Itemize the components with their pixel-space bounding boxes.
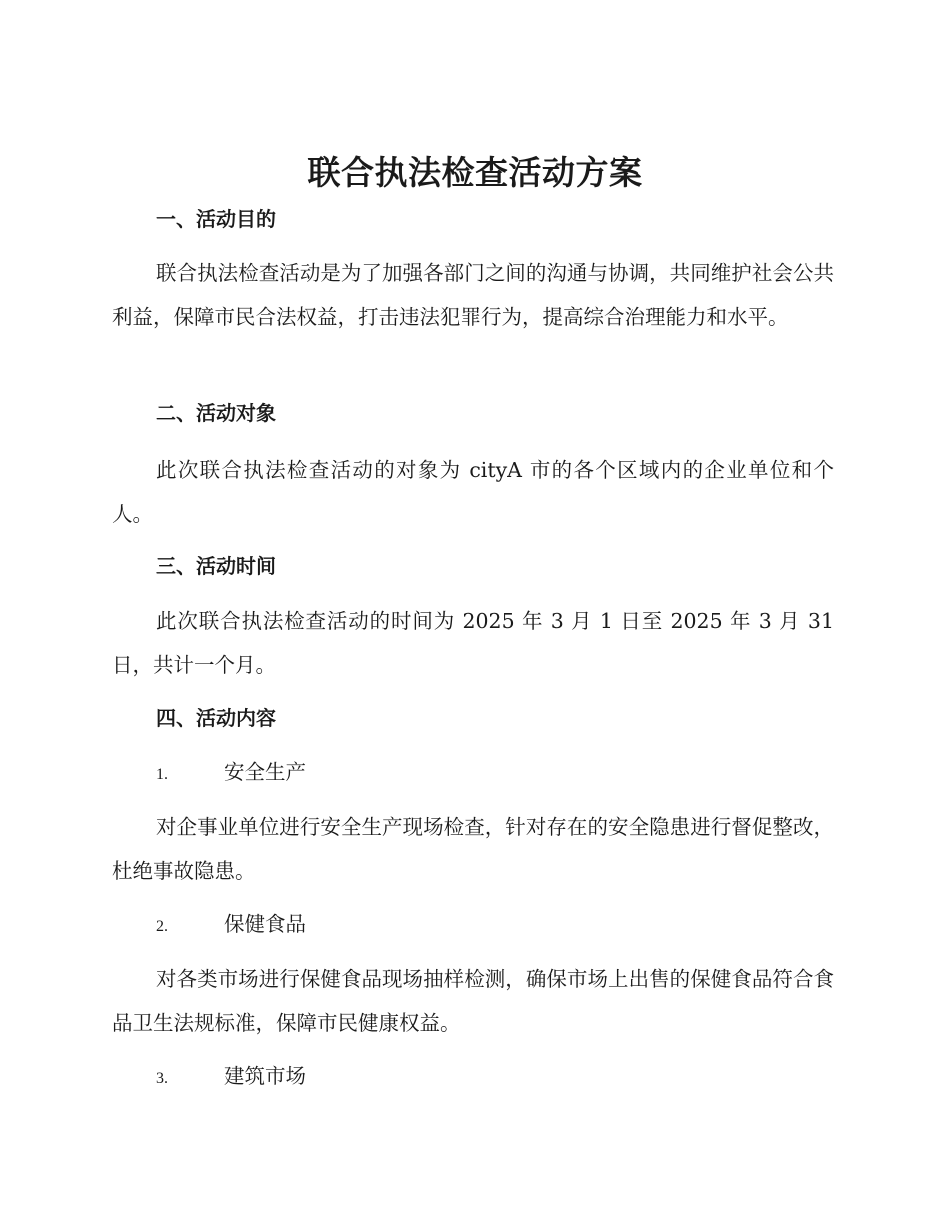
section-heading-content: 四、活动内容 [156, 706, 276, 730]
section-paragraph-time: 此次联合执法检查活动的时间为 2025 年 3 月 1 日至 2025 年 3 月 31 日，共计一个月。 [112, 609, 834, 677]
list-item [156, 909, 306, 942]
list-item [156, 757, 306, 790]
section-paragraph-target: 此次联合执法检查活动的对象为 cityA 市的各个区域内的企业单位和个人。 [112, 458, 834, 526]
list-item-paragraph: 对各类市场进行保健食品现场抽样检测，确保市场上出售的保健食品符合食品卫生法规标准，保障市民健康权益。 [112, 967, 834, 1035]
list-item-number: 1. [156, 766, 168, 783]
list-item-label: 建筑市场 [224, 1064, 306, 1088]
list-item-number: 2. [156, 918, 168, 935]
list-item [156, 1061, 306, 1094]
section-heading-purpose: 一、活动目的 [156, 207, 276, 231]
document-title: 联合执法检查活动方案 [307, 153, 643, 192]
section-heading-time: 三、活动时间 [156, 554, 276, 578]
list-item-label: 保健食品 [224, 912, 306, 936]
section-paragraph-purpose: 联合执法检查活动是为了加强各部门之间的沟通与协调，共同维护社会公共利益，保障市民合法权益，打击违法犯罪行为，提高综合治理能力和水平。 [112, 261, 834, 329]
list-item-label: 安全生产 [224, 760, 306, 784]
list-item-paragraph: 对企事业单位进行安全生产现场检查，针对存在的安全隐患进行督促整改，杜绝事故隐患。 [112, 815, 834, 883]
list-item-number: 3. [156, 1070, 168, 1087]
section-heading-target: 二、活动对象 [156, 401, 276, 425]
